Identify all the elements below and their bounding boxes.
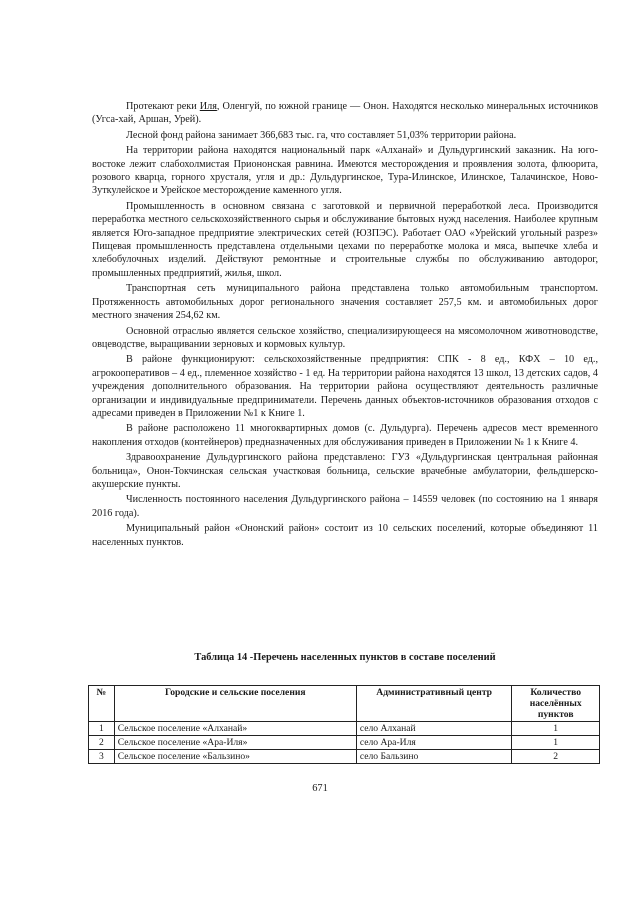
row-admin-center: село Алханай bbox=[356, 722, 512, 736]
paragraph: Протекают реки Иля, Оленгуй, по южной границе — Онон. Находятся несколько минеральных источников (Угса-хай, Аршан, Урей). bbox=[92, 101, 598, 126]
paragraph: Численность постоянного населения Дульдургинского района – 14559 человек (по состоянию на 1 января 2016 года). bbox=[92, 494, 598, 519]
body-text bbox=[92, 100, 598, 551]
header-settlement: Городские и сельские поселения bbox=[114, 686, 356, 722]
header-count: Количество населённых пунктов bbox=[512, 686, 600, 722]
paragraph: Основной отраслью является сельское хозяйство, специализирующееся на мясомолочном животноводстве, овцеводстве, выращивании зерновых и кормовых культур. bbox=[92, 325, 598, 350]
row-settlement: Сельское поселение «Ара-Иля» bbox=[114, 736, 356, 750]
row-settlement: Сельское поселение «Алханай» bbox=[114, 722, 356, 736]
table-row bbox=[89, 736, 600, 750]
underlined-word: Иля bbox=[199, 101, 217, 112]
row-admin-center: село Ара-Иля bbox=[356, 736, 512, 750]
settlements-table bbox=[88, 685, 600, 764]
row-number: 2 bbox=[89, 736, 115, 750]
row-count: 1 bbox=[512, 722, 600, 736]
table-title: Таблица 14 -Перечень населенных пунктов в составе поселений bbox=[194, 652, 496, 663]
paragraph: На территории района находятся национальный парк «Алханай» и Дульдургинский заказник. На юго-востоке лежит слабохолмистая Приононская равнина. Имеются месторождения и проявления золота, флюорита, розового кварца, горного хрусталя, угля и др.: Дульдургинское, Тура-Илинское, Илинское, Талачинское, Ново-Зуткулейское и Урейское месторождение каменного угля. bbox=[92, 145, 598, 197]
row-number: 3 bbox=[89, 750, 115, 764]
table-row bbox=[89, 722, 600, 736]
paragraph: В районе расположено 11 многоквартирных домов (с. Дульдурга). Перечень адресов мест временного накопления отходов (контейнеров) предназначенных для обслуживания приведен в Приложении № 1 к Книге 4. bbox=[92, 423, 598, 448]
row-number: 1 bbox=[89, 722, 115, 736]
table-row bbox=[89, 750, 600, 764]
paragraph: Промышленность в основном связана с заготовкой и первичной переработкой леса. Производится переработка местного сельскохозяйственного сырья и обслуживание бытовых нужд населения. Наиболее крупным является Юго-западное предприятие электрических сетей (ЮЗПЭС). Работает ОАО «Урейский угольный разрез» Пищевая промышленность представлена отдельными цехами по переработке молока и мяса, выпечке хлеба и хлебобулочных изделий. Действуют ремонтные и строительные службы по обслуживанию автодорог, промышленных предприятий, жилья, школ. bbox=[92, 200, 598, 279]
paragraph: Здравоохранение Дульдургинского района представлено: ГУЗ «Дульдургинская центральная районная больница», Онон-Токчинская сельская участковая больница, сельские врачебные амбулатории, фельдшерско-акушерские пункты. bbox=[92, 452, 598, 490]
table-header-row bbox=[89, 686, 600, 722]
row-admin-center: село Бальзино bbox=[356, 750, 512, 764]
paragraph: Транспортная сеть муниципального района представлена только автомобильным транспортом. Протяженность автомобильных дорог регионального значения составляет 257,5 км. и автомобильных дорог местного значения 254,62 км. bbox=[92, 283, 598, 322]
row-settlement: Сельское поселение «Бальзино» bbox=[114, 750, 356, 764]
paragraph: Лесной фонд района занимает 366,683 тыс. га, что составляет 51,03% территории района. bbox=[126, 129, 517, 141]
header-admin-center: Административный центр bbox=[356, 686, 512, 722]
paragraph: Муниципальный район «Ононский район» состоит из 10 сельских поселений, которые объединяют 11 населенных пунктов. bbox=[92, 523, 598, 548]
header-number: № bbox=[89, 686, 115, 722]
paragraph: В районе функционируют: сельскохозяйственные предприятия: СПК - 8 ед., КФХ – 10 ед., агрокооперативов – 4 ед., племенное хозяйство - 1 ед. На территории района находятся 13 школ, 13 детских садов, 4 учреждения дополнительного образования. На территории района осуществляют деятельность различные организации и индивидуальные предприниматели. Перечень данных объектов-источников образования отходов с адресами приведен в Приложении №1 к Книге 1. bbox=[92, 354, 598, 419]
row-count: 1 bbox=[512, 736, 600, 750]
page-number: 671 bbox=[312, 783, 328, 794]
row-count: 2 bbox=[512, 750, 600, 764]
